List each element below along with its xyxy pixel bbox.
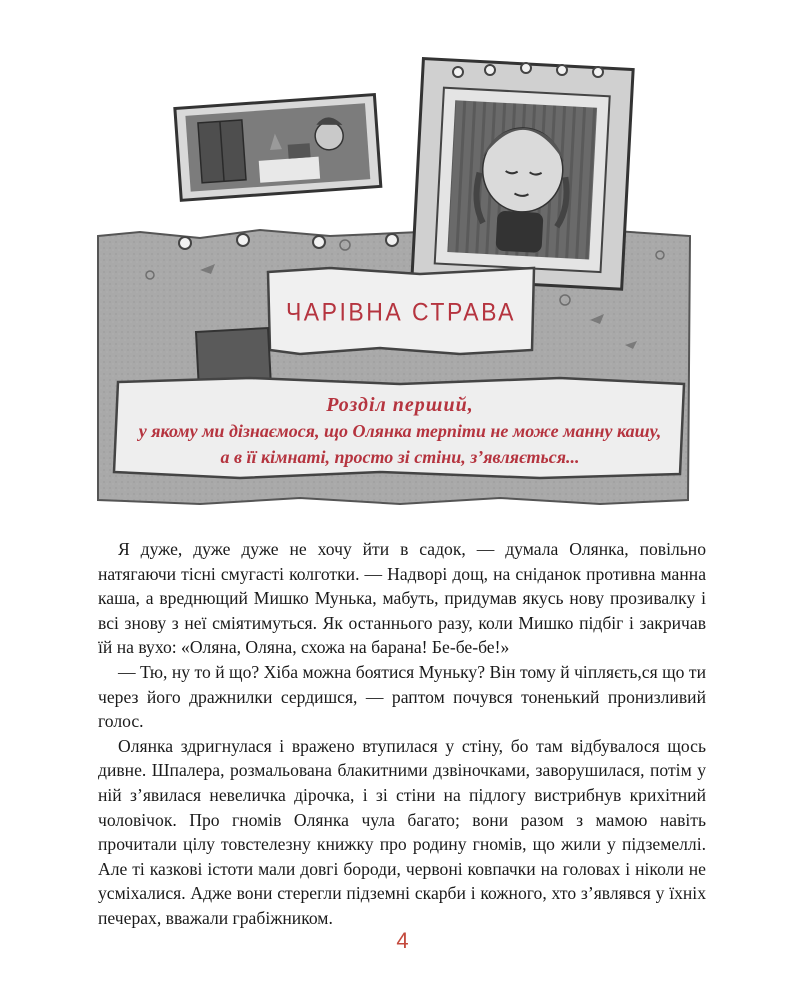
chapter-subtitle [120,392,680,470]
paragraph-2: — Тю, ну то й що? Хіба можна боятися Муньку? Він тому й чіпляєть,ся що ти через його дражнилки сердишся, — раптом почувся тоненький пронизливий голос. [98,661,706,732]
left-picture-frame [175,95,381,201]
paragraph-3: Олянка здригнулася і вражено втупилася у стіну, бо там відбувалося щось дивне. Шпалера, розмальована блакитними дзвіночками, заворушилася, потім у ній з’явилася невеличка дірочка, і зі стіни на підлогу вистрибнув крихітний чоловічок. Про гномів Олянка чула багато; вони разом з мамою навіть прочитали цілу товстелезну книжку про родину гномів, що жили у підземеллі. Але ті казкові істоти мали довгі бороди, червоні ковпачки на головах і ніколи не усміхалися. Адже вони стерегли підземні скарби і кожного, хто з’являвся у їхніх печерах, вважали грабіжником. [98,735,706,928]
paragraph-1: Я дуже, дуже дуже не хочу йти в садок, — думала Олянка, повільно натягаючи тісні смугасті колготки. — Надворі дощ, на сніданок противна манна каша, а вреднющий Мишко Мунька, мабуть, придумав якусь нову прозивалку і всі знову з неї сміятимуться. Як останнього разу, коли Мишко підбіг і закричав їй на вухо: «Оляна, Оляна, схожа на барана! Бе-бе-бе!» [98,539,706,658]
chapter-subtitle-line-1: у якому ми дізнаємося, що Олянка терпіти не може манну кашу, [138,421,662,441]
right-picture-frame [412,59,633,290]
page-number: 4 [396,928,409,953]
chapter-subtitle-line-2: а в її кімнаті, просто зі стіни, з’являється... [220,447,580,467]
chapter-title-banner [270,272,532,352]
story-body [98,537,706,931]
chapter-title: ЧАРІВНА СТРАВА [285,297,517,326]
chapter-heading: Розділ перший, [326,394,474,416]
